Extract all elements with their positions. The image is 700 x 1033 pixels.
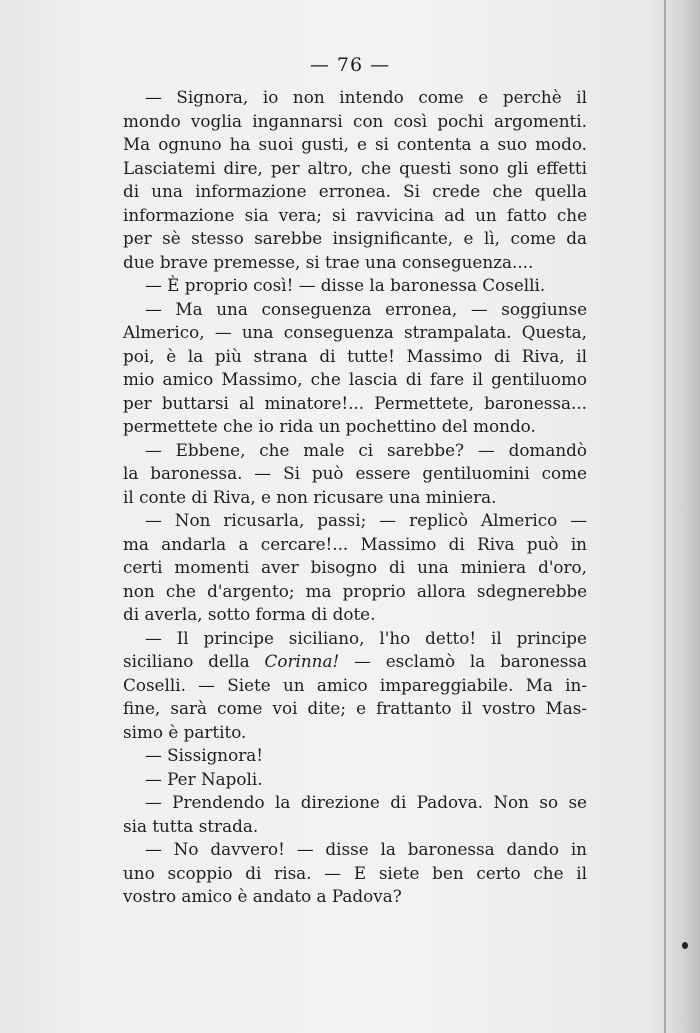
text-line: — Non ricusarla, passi; — replicò Almerico — (145, 510, 587, 530)
italic-title: Corinna! (264, 651, 340, 671)
text-line: — Sissignora! (145, 745, 263, 765)
text-line-with-italic (123, 650, 587, 674)
paragraph (123, 744, 587, 768)
paragraph (123, 439, 587, 510)
text-line: fine, sarà come voi dite; e frattanto il vostro Mas- (123, 698, 587, 718)
text-line: poi, è la più strana di tutte! Massimo di Riva, il (123, 345, 587, 366)
text-line: — Ma una conseguenza erronea, — soggiunse (145, 298, 587, 319)
text-segment: siciliano della (123, 651, 265, 671)
text-line: simo è partito. (123, 721, 247, 742)
text-line: ma andarla a cercare!... Massimo di Riva può in (123, 533, 587, 554)
text-line: Lasciatemi dire, per altro, che questi sono gli effetti (123, 157, 587, 178)
paragraph (123, 274, 587, 298)
page-gutter-line (664, 0, 666, 1033)
ink-speck (682, 942, 688, 949)
text-line: il conte di Riva, e non ricusare una miniera. (123, 486, 497, 507)
paragraph (123, 791, 587, 838)
text-line: vostro amico è andato a Padova? (123, 886, 402, 906)
text-line: per buttarsi al minatore!... Permettete, baronessa... (123, 392, 587, 413)
text-line: sia tutta strada. (123, 815, 259, 836)
paragraph (123, 838, 587, 909)
body-text (123, 86, 587, 909)
paragraph (123, 86, 587, 274)
text-line: — No davvero! — disse la baronessa dando in (145, 839, 587, 859)
text-line: mondo voglia ingannarsi con così pochi argomenti. (123, 110, 587, 131)
text-line: — Il principe siciliano, l'ho detto! il principe (145, 627, 587, 648)
text-line: permettete che io rida un pochettino del mondo. (123, 416, 536, 436)
text-line: due brave premesse, si trae una conseguenza.... (123, 251, 534, 272)
page-edge-shadow (662, 0, 700, 1033)
text-line: mio amico Massimo, che lascia di fare il gentiluomo (123, 369, 587, 389)
paragraph (123, 627, 587, 745)
text-line: — Ebbene, che male ci sarebbe? — domandò (145, 439, 587, 460)
text-line: informazione sia vera; si ravvicina ad un fatto che (123, 204, 587, 225)
text-line: di una informazione erronea. Si crede che quella (123, 181, 587, 201)
text-line: Ma ognuno ha suoi gusti, e si contenta a suo modo. (123, 134, 587, 154)
paragraph (123, 768, 587, 792)
text-line: — È proprio così! — disse la baronessa Coselli. (145, 275, 546, 295)
text-line: di averla, sotto forma di dote. (123, 604, 376, 624)
text-line: — Per Napoli. (145, 768, 263, 789)
text-line: certi momenti aver bisogno di una miniera d'oro, (123, 557, 587, 577)
paragraph (123, 298, 587, 439)
text-line: — Prendendo la direzione di Padova. Non so se (145, 792, 587, 812)
page-number: — 76 — (309, 54, 391, 76)
text-line: la baronessa. — Si può essere gentiluomini come (123, 463, 587, 483)
text-line: non che d'argento; ma proprio allora sdegnerebbe (123, 580, 587, 601)
paragraph (123, 509, 587, 627)
text-segment: — esclamò la baronessa (339, 651, 587, 671)
text-line: Almerico, — una conseguenza strampalata. Questa, (123, 322, 587, 342)
text-line: Coselli. — Siete un amico impareggiabile. Ma in- (123, 674, 587, 695)
text-line: uno scoppio di risa. — E siete ben certo che il (123, 862, 587, 883)
text-line: — Signora, io non intendo come e perchè il (145, 87, 587, 107)
text-line: per sè stesso sarebbe insignificante, e lì, come da (123, 228, 587, 248)
